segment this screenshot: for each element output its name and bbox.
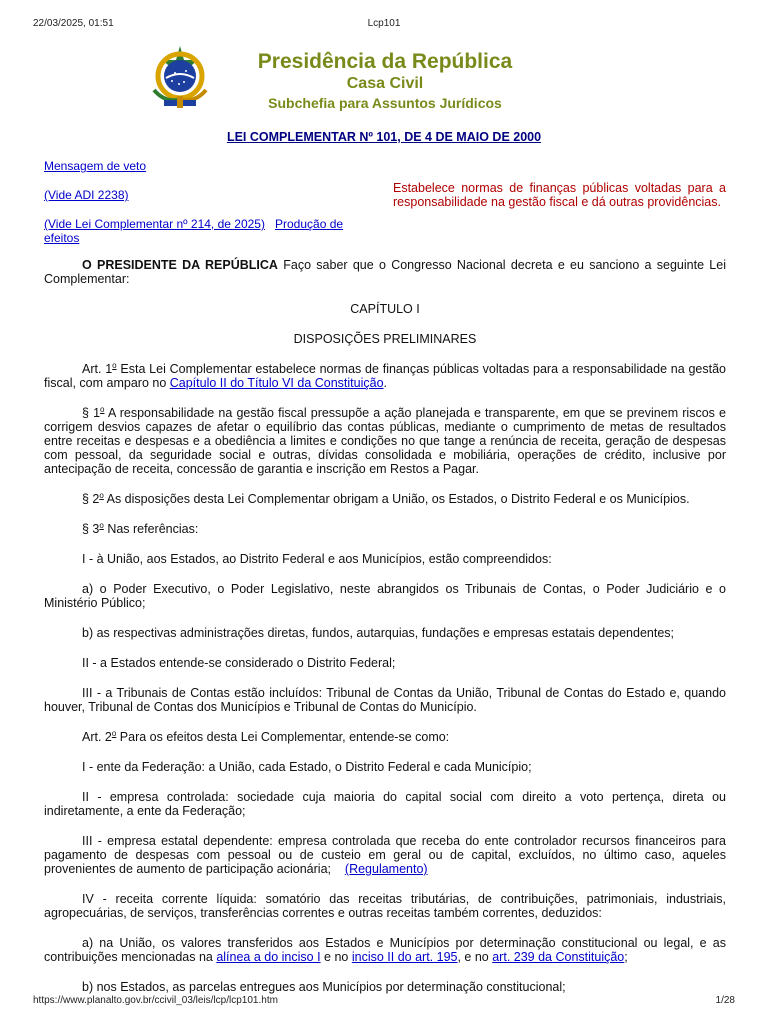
alinea-a: a) o Poder Executivo, o Poder Legislativo, neste abrangidos os Tribunais de Contas, o Poder Judiciário e o Ministério Público; (44, 582, 726, 610)
print-header (33, 18, 735, 32)
law-body (44, 258, 726, 1010)
lc214-line (44, 217, 343, 231)
subchefia-title: Subchefia para Assuntos Jurídicos (268, 95, 502, 111)
art1-end: . (383, 376, 388, 390)
iv-a-end: ; (624, 950, 628, 964)
art2-inciso-iii (44, 834, 726, 876)
iv-a-text1: a) na União, os valores transferidos aos Estados e Municípios por determinação constitucional ou legal, e as contribuições mencionadas na (44, 936, 726, 964)
art2-inciso-i: I - ente da Federação: a União, cada Estado, o Distrito Federal e cada Município; (82, 760, 532, 774)
art1-label: Art. 1 (82, 362, 113, 376)
art2-ord: o (111, 728, 117, 738)
spacer (268, 217, 271, 231)
iv-a-text3: , e no (457, 950, 493, 964)
inciso-ii: II - a Estados entende-se considerado o Distrito Federal; (82, 656, 396, 670)
article-2 (44, 730, 726, 744)
par1-text: A responsabilidade na gestão fiscal pressupõe a ação planejada e transparente, em que se previnem riscos e corrigem desvios capazes de afetar o equilíbrio das contas públicas, mediante o cumprimento de metas de resultados entre receitas e despesas e a obediência a limites e condições no que tange a renúncia de receita, geração de despesas com pessoal, da seguridade social e outras, dívidas consolidada e mobiliária, operações de crédito, inclusive por antecipação de receita, concessão de garantia e inscrição em Restos a Pagar. (44, 406, 726, 476)
par2-label: § 2 (82, 492, 100, 506)
paragraph-3 (44, 522, 726, 536)
art2-iv-alinea-b: b) nos Estados, as parcelas entregues aos Municípios por determinação constitucional; (82, 980, 566, 994)
print-date: 22/03/2025, 01:51 (33, 18, 114, 29)
art239-constituicao-link[interactable]: art. 239 da Constituição (492, 950, 625, 964)
regulamento-link[interactable]: (Regulamento) (344, 862, 428, 876)
art2-label: Art. 2 (82, 730, 112, 744)
art2-inciso-ii: II - empresa controlada: sociedade cuja maioria do capital social com direito a voto pertença, direta ou indiretamente, a ente da Federação; (44, 790, 726, 818)
lc214-link[interactable]: (Vide Lei Complementar nº 214, de 2025) (44, 217, 265, 231)
par3-label: § 3 (82, 522, 100, 536)
par1-label: § 1 (82, 406, 101, 420)
efeitos-link-part2[interactable]: efeitos (44, 231, 80, 245)
constitution-chapter-link[interactable]: Capítulo II do Título VI da Constituição (169, 376, 384, 390)
art2-inciso-iv: IV - receita corrente líquida: somatório das receitas tributárias, de contribuições, patrimoniais, industriais, agropecuárias, de serviços, transferências correntes e outras receitas também correntes, deduzidos: (44, 892, 726, 920)
iv-a-text2: e no (320, 950, 352, 964)
art2-iii-text: III - empresa estatal dependente: empresa controlada que receba do ente controlador recursos financeiros para pagamento de despesas com pessoal ou de custeio em geral ou de capital, excluídos, no último caso, aqueles provenientes de aumento de participação acionária; (44, 834, 726, 876)
law-title-text[interactable]: LEI COMPLEMENTAR Nº 101, DE 4 DE MAIO DE 2000 (226, 130, 542, 144)
presidency-title: Presidência da República (257, 50, 513, 73)
par2-ord: o (99, 490, 104, 500)
print-page-title: Lcp101 (367, 18, 401, 29)
chapter-heading: CAPÍTULO I (350, 302, 420, 316)
art2-text: Para os efeitos desta Lei Complementar, entende-se como: (116, 730, 450, 744)
casa-civil-title: Casa Civil (346, 75, 424, 92)
par1-ord: o (100, 404, 105, 414)
paragraph-2 (44, 492, 726, 506)
print-footer (33, 995, 735, 1009)
inciso-i: I - à União, aos Estados, ao Distrito Federal e aos Municípios, estão compreendidos: (82, 552, 552, 566)
inciso-iii: III - a Tribunais de Contas estão incluídos: Tribunal de Contas da União, Tribunal de Contas do Estado e, quando houver, Tribunal de Contas dos Municípios e Tribunal de Contas do Município. (44, 686, 726, 714)
par3-text: Nas referências: (103, 522, 199, 536)
art2-iv-alinea-a (44, 936, 726, 964)
par2-text: As disposições desta Lei Complementar obrigam a União, os Estados, o Distrito Federal e os Municípios. (103, 492, 690, 506)
paragraph-1 (44, 406, 726, 476)
art1-ord: o (112, 360, 117, 370)
adi-2238-link[interactable]: (Vide ADI 2238) (44, 188, 129, 202)
inciso-ii-art195-link[interactable]: inciso II do art. 195 (351, 950, 458, 964)
par3-ord: o (99, 520, 104, 530)
preamble-bold: O PRESIDENTE DA REPÚBLICA (82, 258, 278, 272)
brazil-coat-of-arms-icon (144, 40, 216, 112)
print-url: https://www.planalto.gov.br/ccivil_03/leis/lcp/lcp101.htm (33, 995, 278, 1006)
preamble-text: Faço saber que o Congresso Nacional decreta e eu sanciono a seguinte Lei Complementar: (44, 258, 726, 286)
article-1 (44, 362, 726, 390)
law-title (0, 130, 768, 144)
government-header (250, 50, 520, 112)
page-number: 1/28 (715, 995, 735, 1006)
ementa: Estabelece normas de finanças públicas voltadas para a responsabilidade na gestão fiscal e dá outras providências. (393, 181, 726, 209)
preamble (44, 258, 726, 286)
chapter-title: DISPOSIÇÕES PRELIMINARES (293, 332, 477, 346)
veto-message-link[interactable]: Mensagem de veto (44, 159, 147, 173)
efeitos-link-part1[interactable]: Produção de (275, 217, 344, 231)
alinea-a-inciso-i-link[interactable]: alínea a do inciso I (216, 950, 321, 964)
alinea-b: b) as respectivas administrações diretas, fundos, autarquias, fundações e empresas estatais dependentes; (82, 626, 675, 640)
art1-text: Esta Lei Complementar estabelece normas de finanças públicas voltadas para a responsabilidade na gestão fiscal, com amparo no (44, 362, 726, 390)
